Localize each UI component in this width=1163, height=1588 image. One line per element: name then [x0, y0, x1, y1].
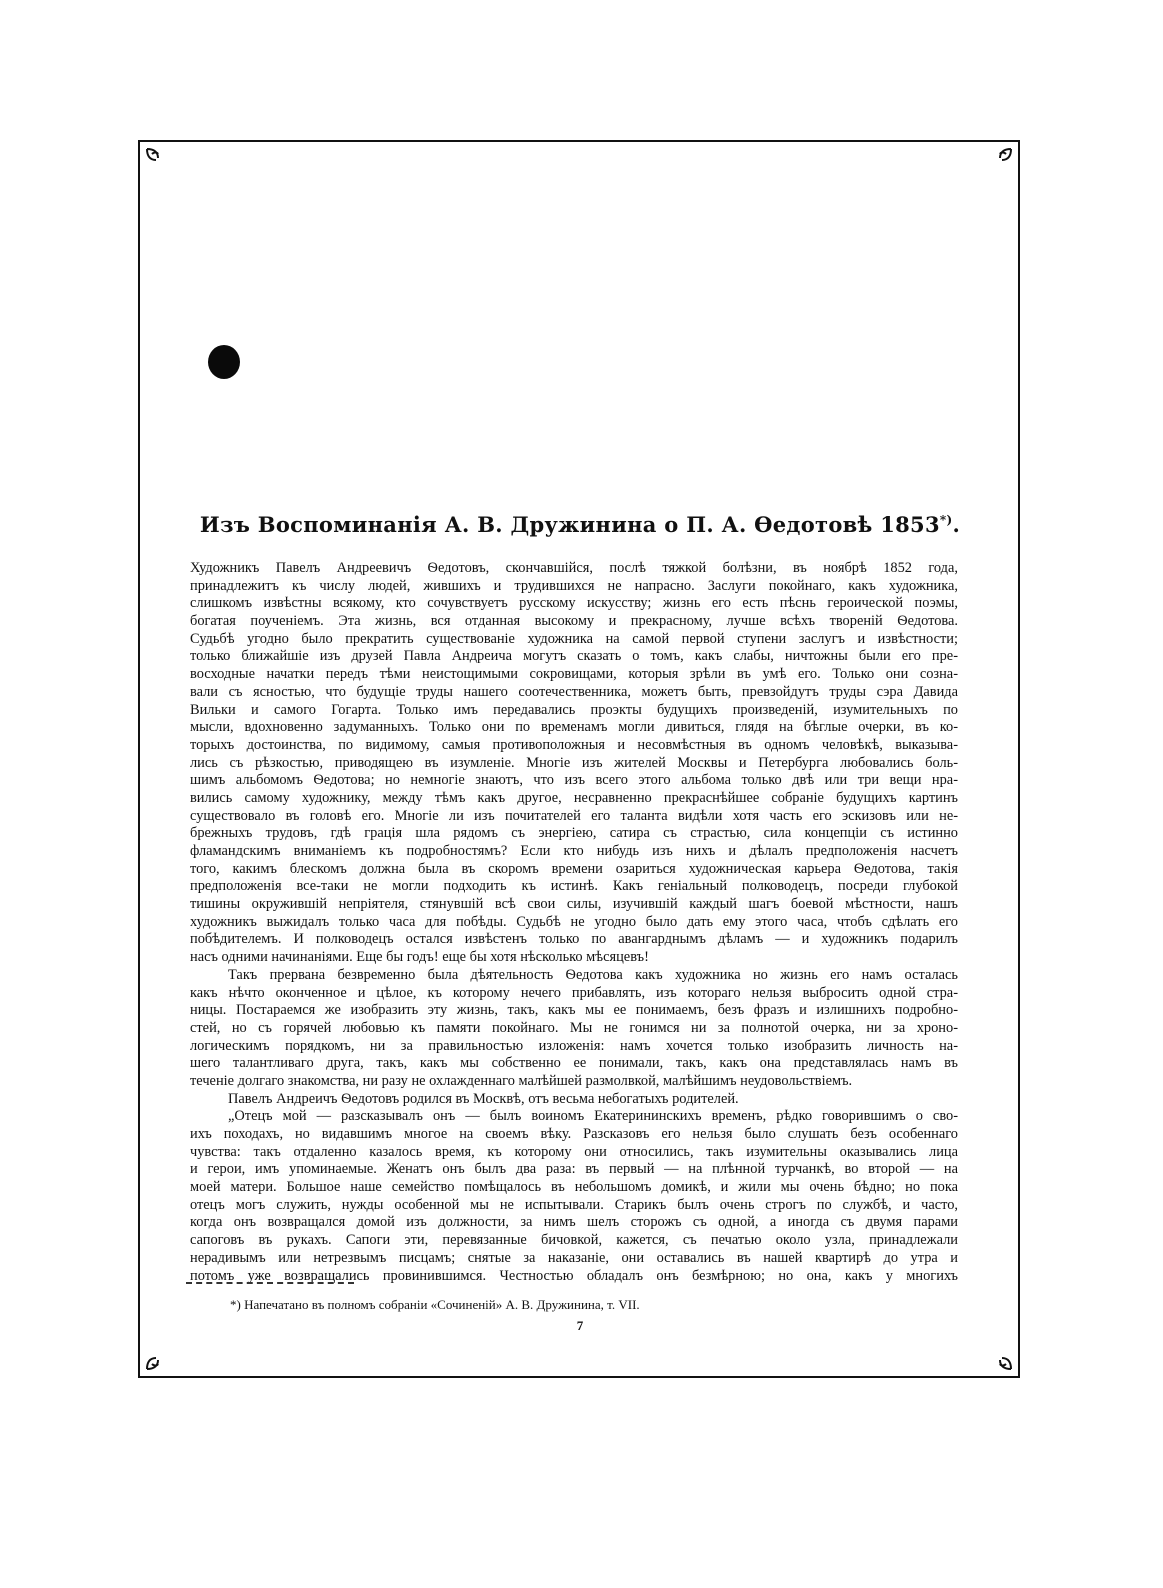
text-line: нерадивымъ или нетрезвымъ писцамъ; снятые за наказаніе, они оставались въ нашей квартирѣ до утра и: [190, 1249, 958, 1266]
corner-ornament-icon: [990, 146, 1014, 170]
text-line: восходные начатки передъ тѣми неистощимыми сокровищами, которыя зрѣли въ умѣ его. Только они созна-: [190, 666, 958, 683]
text-line: логическимъ порядкомъ, ни за правильностью изложенія: намъ хочется только изобразить личность на-: [190, 1037, 958, 1054]
text-line: когда онъ возвращался домой изъ должности, за нимъ шелъ сторожъ съ одной, а иногда съ двумя парами: [190, 1214, 958, 1231]
text-line: только ближайшіе изъ друзей Павла Андреича могутъ сказать о томъ, какъ слабы, ничтожны были его пре-: [190, 648, 958, 665]
text-line: и герои, имъ упоминаемые. Женатъ онъ былъ два раза: въ первый — на плѣнной турчанкѣ, во второй — на: [190, 1161, 958, 1178]
text-line: мысли, вдохновенно задуманныхъ. Только они по временамъ могли дивиться, глядя на бѣглые очерки, въ ко-: [190, 719, 958, 736]
text-line: слишкомъ извѣстны всякому, кто сочувствуетъ русскому искусству; жизнь его есть пѣснь героической поэмы,: [190, 595, 958, 612]
text-line: шего талантливаго друга, такъ, какъ мы собственно ее понимали, такъ, какъ она представлялась намъ въ: [190, 1055, 958, 1072]
text-line: предположенія все-таки не могли подходить къ истинѣ. Какъ геніальный полководецъ, посреди глубокой: [190, 878, 958, 895]
text-line: принадлежитъ къ числу людей, жившихъ и трудившихся не напрасно. Заслуги покойнаго, какъ художника,: [190, 577, 958, 594]
text-line: брежныхъ трудовъ, гдѣ грація шла рядомъ съ энергіею, сатира съ страстью, сила концепціи съ истинно: [190, 825, 958, 842]
text-line: Судьбѣ угодно было прекратить существованіе художника на самой первой ступени заслугъ и извѣстности;: [190, 630, 958, 647]
footnote: *) Напечатано въ полномъ собраніи «Сочиненій» А. В. Дружинина, т. VII.: [230, 1297, 640, 1312]
corner-ornament-icon: [990, 1348, 1014, 1372]
text-line: Художникъ Павелъ Андреевичъ Ѳедотовъ, скончавшійся, послѣ тяжкой болѣзни, въ ноябрѣ 1852 года,: [190, 560, 958, 576]
text-line: отецъ могъ служить, нужды особенной мы не испытывали. Старикъ былъ очень строгъ по службѣ, и часто,: [190, 1196, 958, 1213]
ink-blot: [208, 345, 240, 379]
text-line: сапоговъ въ рукахъ. Сапоги эти, перевязанные бичовкой, кажется, съ печатью около узла, принадлежали: [190, 1232, 958, 1249]
footnote-divider: [186, 1282, 354, 1284]
text-line: богатая поученіемъ. Эта жизнь, вся отданная высокому и прекрасному, лучше всѣхъ твореній Ѳедотова.: [190, 613, 958, 630]
text-line: моей матери. Большое наше семейство помѣщалось въ небольшомъ домикѣ, и жили мы очень бѣдно; но пока: [190, 1179, 958, 1196]
text-line: чувства: такъ отдаленно казалось время, къ которому они относились, такъ изумительны оказывались лица: [190, 1143, 958, 1160]
text-line: тишины окружившій непріятеля, стянувшій всѣ свои силы, изучившій каждый шагъ боевой мѣстности, нашъ: [190, 896, 958, 913]
page-title: Изъ Воспоминанія А. В. Дружинина о П. А. Ѳедотовѣ 1853*).: [199, 512, 961, 537]
text-line: фламандскимъ вниманіемъ къ подробностямъ? Если кто нибудь изъ нихъ и дѣлалъ предположенія насчетъ: [190, 843, 958, 859]
text-line: теченіе долгаго знакомства, ни разу не охлажденнаго малѣйшей размолвкой, малѣйшимъ неудовольствіемъ.: [190, 1072, 853, 1089]
text-line: потомъ уже возвращались провинившимся. Честностью обладалъ онъ безмѣрною; но она, какъ у многихъ: [190, 1267, 958, 1284]
text-line: побѣдителемъ. И полководецъ остался извѣстенъ только по авангарднымъ дѣламъ — и художникъ подарилъ: [190, 931, 958, 948]
text-line: художникъ выжидалъ только часа для побѣды. Судьбѣ не угодно было дать ему этого часа, чтобъ сдѣлать его: [190, 913, 958, 930]
text-line: насъ одними начинаніями. Еще бы годъ! еще бы хотя нѣсколько мѣсяцевъ!: [190, 949, 649, 966]
corner-ornament-icon: [144, 146, 168, 170]
text-line: ихъ походахъ, но видавшимъ многое на своемъ вѣку. Разсказовъ его нельзя было слушать безъ особеннаго: [190, 1126, 958, 1142]
text-line: ницы. Постараемся же изобразить эту жизнь, такъ, какъ мы ее понимаемъ, безъ фразъ и излишнихъ подробно-: [190, 1002, 958, 1019]
text-line: того, какимъ блескомъ должна была въ скоромъ времени озариться художническая карьера Ѳедотова, такія: [190, 860, 958, 877]
text-line: существовало въ головѣ его. Многіе ли изъ почитателей его таланта видѣли хотя часть его эскизовъ или не-: [190, 807, 958, 824]
text-line: лись съ рѣзкостью, приводящею въ изумленіе. Многіе изъ жителей Москвы и Петербурга любовались боль-: [190, 754, 958, 771]
text-line: торыхъ достоинства, по видимому, самыя противоположныя и несовмѣстныя въ одномъ человѣкѣ, выказыва-: [190, 736, 958, 753]
text-line: какъ нѣчто оконченное и цѣлое, къ которому нечего прибавлять, изъ котораго нельзя выбросить одной стра-: [190, 984, 958, 1001]
text-line: Павелъ Андреичъ Ѳедотовъ родился въ Москвѣ, отъ весьма небогатыхъ родителей.: [228, 1090, 739, 1107]
text-line: „Отецъ мой — разсказывалъ онъ — былъ воиномъ Екатерининскихъ временъ, рѣдко говорившимъ о сво-: [228, 1108, 958, 1125]
title-text: Изъ Воспоминанія А. В. Дружинина о П. А. Ѳедотовѣ 1853: [199, 512, 940, 537]
page-number: 7: [576, 1318, 584, 1333]
title-footnote-mark: *): [939, 513, 953, 527]
body-text: [190, 560, 958, 1285]
text-line: вали съ ясностью, что будущіе труды нашего соотечественника, можетъ быть, превзойдутъ труды сэра Давида: [190, 683, 958, 700]
text-line: шимъ альбомомъ Ѳедотова; но немногіе знаютъ, что изъ всего этого альбома только двѣ или три вещи нра-: [190, 772, 958, 789]
text-line: Вильки и самого Гогарта. Только имъ передавались проэкты будущихъ произведеній, изумительныхъ по: [190, 701, 958, 718]
text-line: Такъ прервана безвременно была дѣятельность Ѳедотова какъ художника но жизнь его намъ осталась: [228, 966, 958, 983]
text-line: вились самому художнику, между тѣмъ какъ другое, несравненно прекраснѣйшее собраніе будущихъ картинъ: [190, 789, 958, 806]
corner-ornament-icon: [144, 1348, 168, 1372]
text-line: стей, но съ горячей любовью къ памяти покойнаго. Мы не гонимся ни за полнотой очерка, ни за хроно-: [190, 1019, 958, 1036]
